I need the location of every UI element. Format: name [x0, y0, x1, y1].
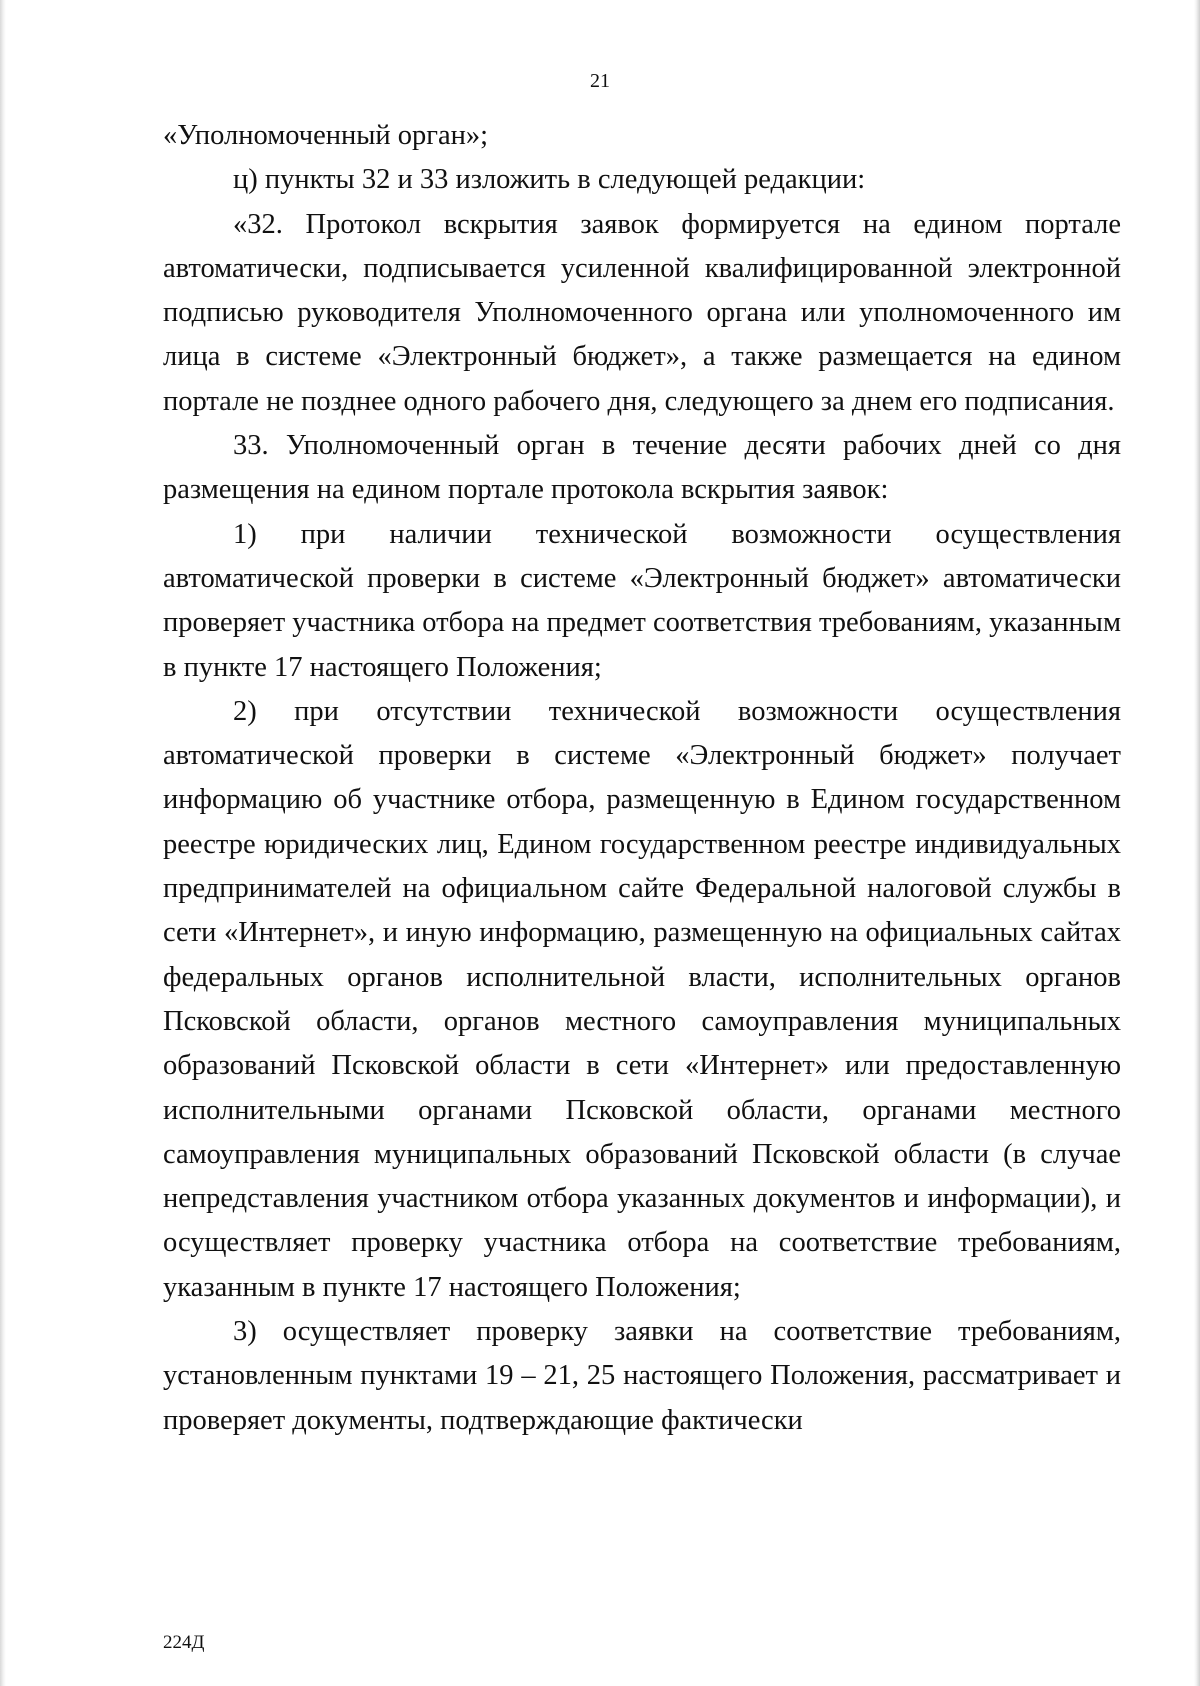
page-number: 21 [590, 70, 610, 92]
paragraph-authorized-body: «Уполномоченный орган»; [163, 120, 489, 151]
paragraph-item-ts: ц) пункты 32 и 33 изложить в следующей редакции: [233, 164, 866, 196]
footer-document-code: 224Д [163, 1632, 205, 1653]
paragraph-clause-32: «32. Протокол вскрытия заявок формируется на едином портале автоматически, подписывается усиленной квалифицированной электронной подписью руководителя Уполномоченного органа или уполномоченного им лица в системе «Электронный бюджет», а также размещается на едином портале не позднее одного рабочего дня, следующего за днем его подписания. [163, 208, 1121, 417]
scan-edge-left [0, 0, 6, 1686]
paragraph-subitem-3: 3) осуществляет проверку заявки на соответствие требованиям, установленным пунктами 19 – 21, 25 настоящего Положения, рассматривает и проверяет документы, подтверждающие фактически [163, 1316, 1121, 1436]
scan-edge-right [1194, 0, 1200, 1686]
paragraph-subitem-2: 2) при отсутствии технической возможности осуществления автоматической проверки в системе «Электронный бюджет» получает информацию об участнике отбора, размещенную в Едином государственном реестре юридических лиц, Едином государственном реестре индивидуальных предпринимателей на официальном сайте Федеральной налоговой службы в сети «Интернет», и иную информацию, размещенную на официальных сайтах федеральных органов исполнительной власти, исполнительных органов Псковской области, органов местного самоуправления муниципальных образований Псковской области в сети «Интернет» или предоставленную исполнительными органами Псковской области, органами местного самоуправления муниципальных образований Псковской области (в случае непредставления участником отбора указанных документов и информации), и осуществляет проверку участника отбора на соответствие требованиям, указанным в пункте 17 настоящего Положения; [163, 695, 1121, 1303]
paragraph-subitem-1: 1) при наличии технической возможности осуществления автоматической проверки в системе «Электронный бюджет» автоматически проверяет участника отбора на предмет соответствия требованиям, указанным в пункте 17 настоящего Положения; [163, 518, 1121, 683]
document-body [163, 114, 1121, 1443]
paragraph-clause-33: 33. Уполномоченный орган в течение десяти рабочих дней со дня размещения на едином портале протокола вскрытия заявок: [163, 430, 1121, 506]
